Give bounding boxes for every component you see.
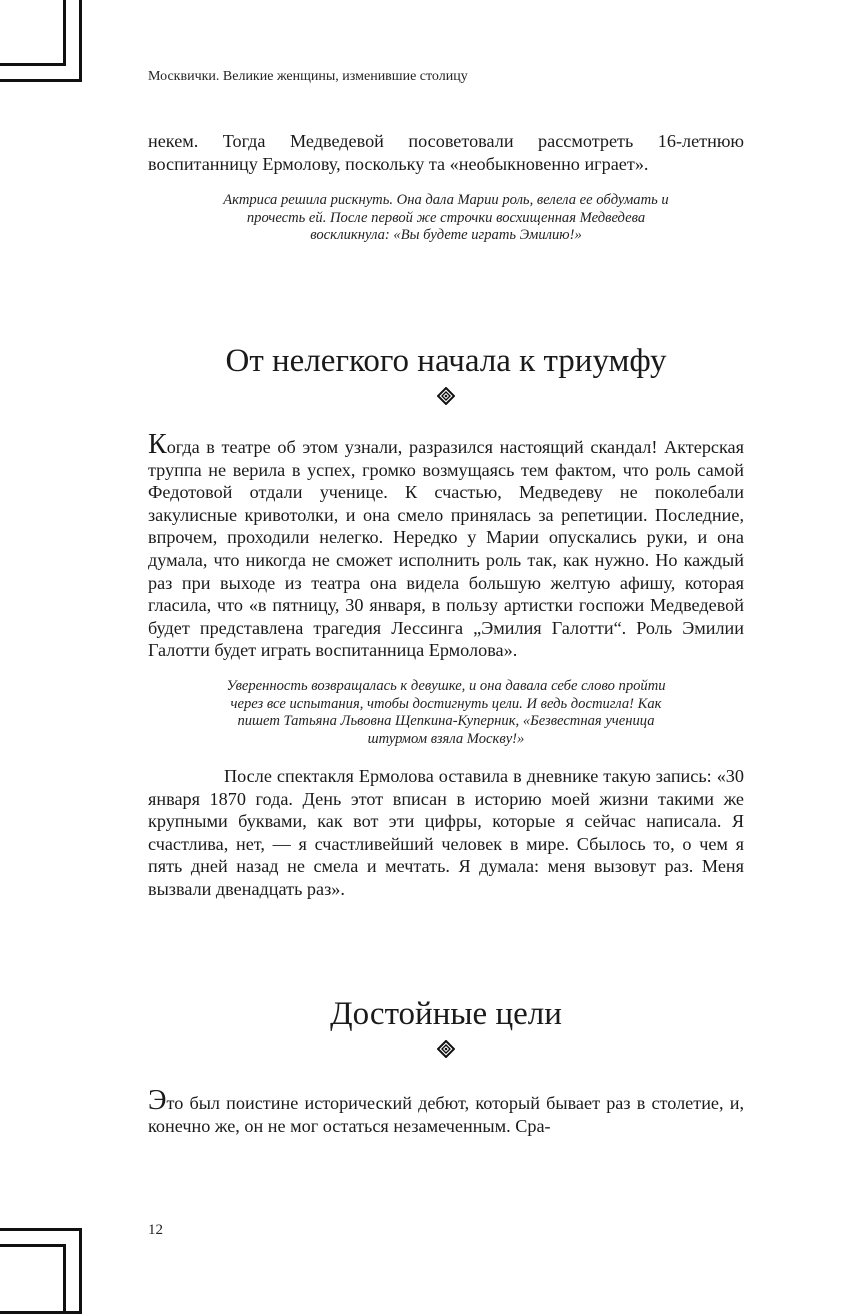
drop-cap: К (148, 429, 167, 460)
pull-quote-2: Уверенность возвращалась к девушке, и она давала себе слово пройти через все испытания, чтобы достигнуть цели. И ведь достигла! Как пишет Татьяна Львовна Щепкина-Куперник, «Безвестная ученица штурмом взяла Москву!» (226, 678, 666, 747)
section-1-text: огда в театре об этом узнали, разразился настоящий скандал! Актерская труппа не верила в успех, громко возмущаясь тем фактом, что роль самой Федотовой отдали ученице. К счастью, Медведеву не поколебали закулисные кривотолки, и она смело принялась за репетиции. Последние, впрочем, проходили нелегко. Нередко у Марии опускались руки, и она думала, что никогда не сможет исполнить роль так, как нужно. Но каждый раз при выходе из театра она видела большую желтую афишу, которая гласила, что «в пятницу, 30 января, в пользу артистки госпожи Медведевой будет представлена трагедия Лессинга „Эмилия Галотти“. Роль Эмилии Галотти будет играть воспитанница Ермолова». (148, 437, 744, 661)
section-1-text-2: После спектакля Ермолова оставила в дневнике такую запись: «30 января 1870 года. День этот вписан в историю моей жизни такими же крупными буквами, как вот эти цифры, которые я сейчас написала. Я счастлива, нет, — я счастливейший человек в мире. Сбылось то, о чем я пять дней назад не смела и мечтать. Я думала: меня вызовут раз. Меня вызвали двенадцать раз». (148, 766, 744, 899)
corner-ornament-top (0, 0, 82, 82)
corner-square-inner (0, 1244, 66, 1314)
section-1-paragraph-2-block (148, 765, 744, 901)
section-2-paragraph-block (148, 1085, 744, 1137)
section-1-paragraph-block (148, 429, 744, 662)
pull-quote-1: Актриса решила рискнуть. Она дала Марии роль, велела ее обдумать и прочесть ей. После первой же строчки восхищенная Медведева воскликнула: «Вы будете играть Эмилию!» (223, 192, 669, 244)
section-heading-1: От нелегкого начала к триумфу (225, 343, 667, 379)
drop-cap: Э (148, 1085, 167, 1116)
opening-paragraph: некем. Тогда Медведевой посоветовали рассмотреть 16-летнюю воспитанницу Ермолову, поскольку та «необыкновенно играет». (148, 131, 744, 174)
diamond-ornament-icon (437, 387, 455, 405)
section-heading-2: Достойные цели (330, 996, 562, 1032)
page-number: 12 (148, 1222, 163, 1238)
running-title: Москвички. Великие женщины, изменившие столицу (148, 69, 468, 84)
section-2-text: то был поистине исторический дебют, который бывает раз в столетие, и, конечно же, он не мог остаться незамеченным. Сра- (148, 1093, 744, 1136)
corner-square-inner (0, 0, 66, 66)
diamond-ornament-icon (437, 1040, 455, 1058)
section-1-paragraph (148, 429, 744, 662)
opening-paragraph-block (148, 130, 744, 175)
section-2-paragraph (148, 1085, 744, 1137)
section-1-paragraph-2 (148, 765, 744, 901)
corner-ornament-bottom (0, 1228, 82, 1311)
